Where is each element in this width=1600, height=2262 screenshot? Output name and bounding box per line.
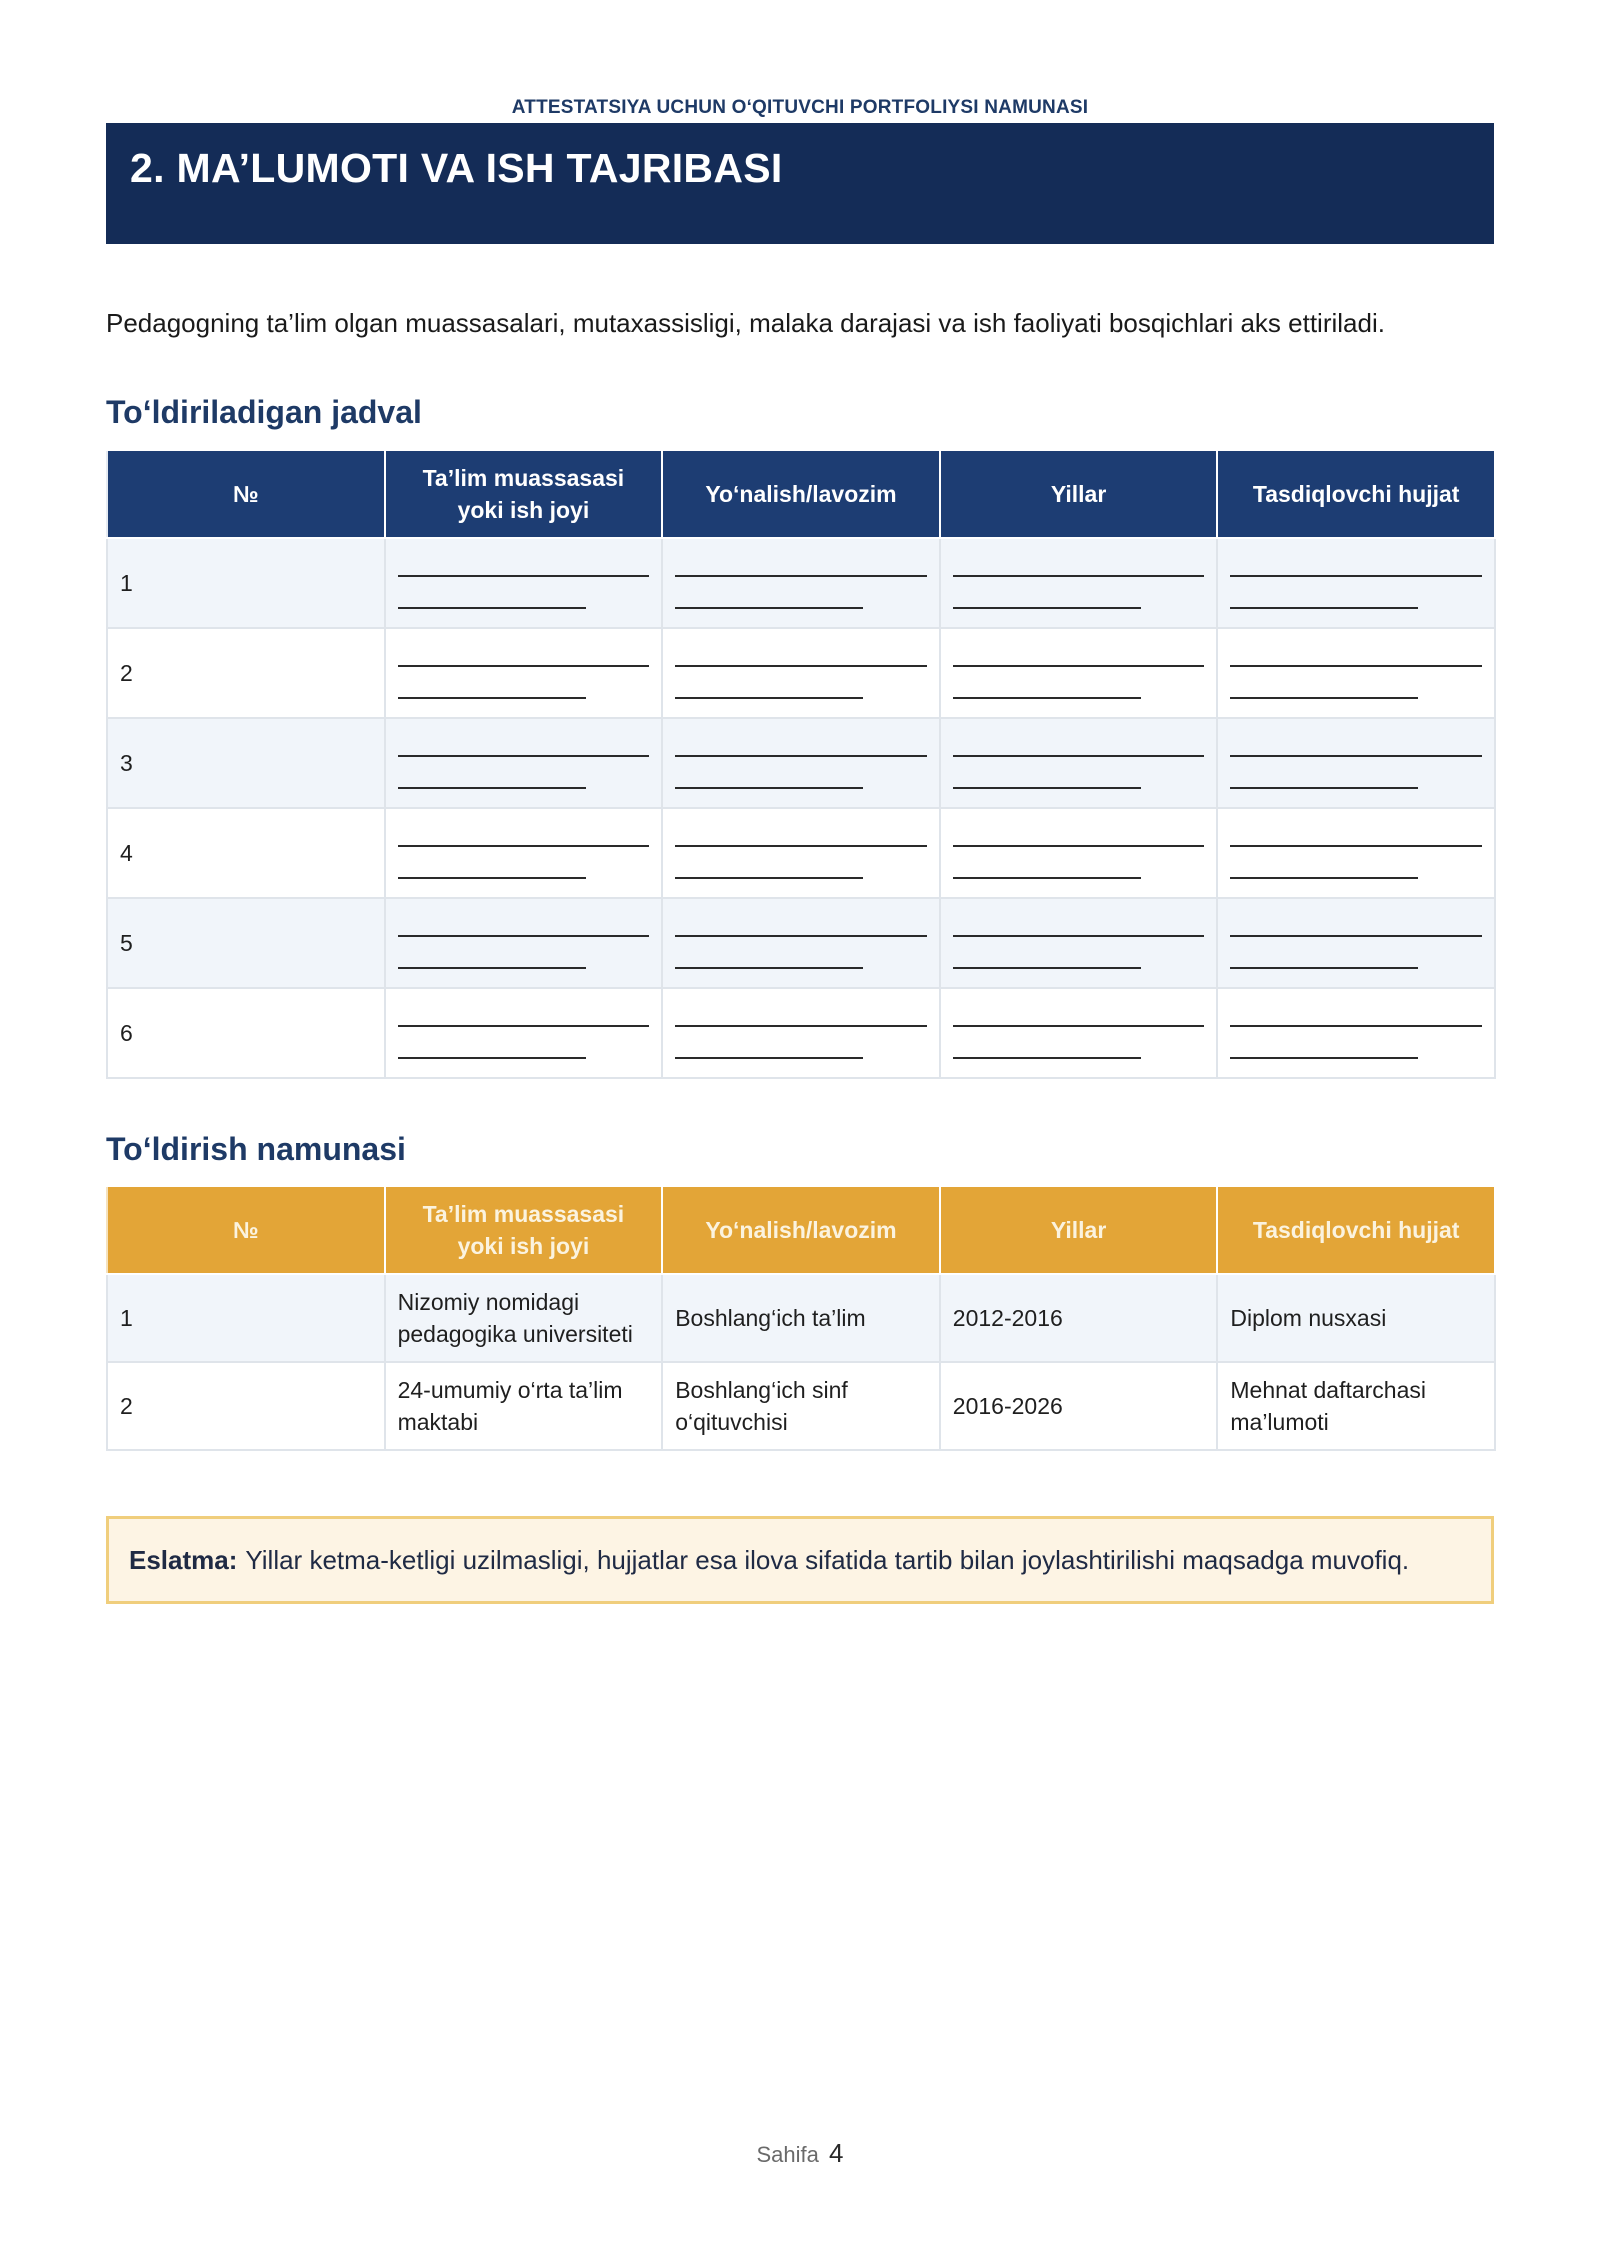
table-row (107, 628, 1495, 718)
col-header-position: Yo‘nalish/lavozim (662, 1186, 940, 1274)
blank-lines (953, 629, 1205, 717)
blank-lines (398, 899, 650, 987)
table-row (107, 988, 1495, 1078)
blank-field[interactable] (662, 898, 940, 988)
blank-lines (1230, 719, 1482, 807)
blank-line (953, 845, 1205, 847)
blank-field[interactable] (1217, 808, 1495, 898)
blank-line (953, 575, 1205, 577)
table-row (107, 718, 1495, 808)
position-cell: Boshlang‘ich ta’lim (662, 1274, 940, 1362)
col-header-years: Yillar (940, 1186, 1218, 1274)
blank-lines (398, 989, 650, 1077)
blank-line (398, 935, 650, 937)
sample-table-header-row (107, 1186, 1495, 1274)
blank-lines (1230, 629, 1482, 717)
blank-field[interactable] (385, 988, 663, 1078)
blank-lines (1230, 809, 1482, 897)
blank-lines (1230, 899, 1482, 987)
blank-field[interactable] (940, 628, 1218, 718)
blank-line (675, 877, 863, 879)
row-number: 3 (107, 718, 385, 808)
blank-line (398, 665, 650, 667)
row-number: 2 (107, 628, 385, 718)
blank-line (953, 877, 1141, 879)
fill-table (106, 449, 1496, 1079)
blank-line (953, 967, 1141, 969)
sample-table-heading: To‘ldirish namunasi (106, 1131, 406, 1167)
note-box (106, 1516, 1494, 1604)
blank-lines (398, 539, 650, 627)
page-footer (0, 2138, 1600, 2169)
row-number: 2 (107, 1362, 385, 1450)
fill-table-heading: To‘ldiriladigan jadval (106, 394, 422, 430)
intro-paragraph: Pedagogning ta’lim olgan muassasalari, mutaxassisligi, malaka darajasi va ish faoliyati bosqichlari aks ettiriladi. (106, 308, 1385, 338)
blank-lines (953, 719, 1205, 807)
blank-line (1230, 845, 1482, 847)
blank-line (675, 607, 863, 609)
blank-line (398, 755, 650, 757)
blank-line (1230, 787, 1418, 789)
document-cell: Diplom nusxasi (1217, 1274, 1495, 1362)
blank-field[interactable] (940, 718, 1218, 808)
col-header-years: Yillar (940, 450, 1218, 538)
running-header: ATTESTATSIYA UCHUN O‘QITUVCHI PORTFOLIYSI NAMUNASI (511, 97, 1089, 118)
blank-field[interactable] (385, 718, 663, 808)
blank-lines (398, 809, 650, 897)
blank-lines (675, 719, 927, 807)
blank-line (675, 665, 927, 667)
blank-lines (675, 629, 927, 717)
blank-field[interactable] (940, 538, 1218, 628)
note-label: Eslatma: (129, 1544, 238, 1575)
blank-line (953, 665, 1205, 667)
blank-line (1230, 755, 1482, 757)
document-cell: Mehnat daftarchasi ma’lumoti (1217, 1362, 1495, 1450)
blank-line (675, 967, 863, 969)
blank-field[interactable] (662, 628, 940, 718)
blank-line (953, 607, 1141, 609)
blank-line (675, 935, 927, 937)
blank-line (953, 1025, 1205, 1027)
blank-line (953, 787, 1141, 789)
section-title-banner: 2. MA’LUMOTI VA ISH TAJRIBASI (130, 145, 783, 191)
blank-line (1230, 697, 1418, 699)
blank-line (675, 787, 863, 789)
blank-field[interactable] (1217, 898, 1495, 988)
blank-line (675, 697, 863, 699)
blank-lines (675, 809, 927, 897)
blank-line (953, 697, 1141, 699)
blank-lines (675, 899, 927, 987)
col-header-institution: Ta’lim muassasasi yoki ish joyi (385, 1186, 663, 1274)
row-number: 1 (107, 538, 385, 628)
row-number: 5 (107, 898, 385, 988)
blank-line (398, 845, 650, 847)
blank-line (953, 935, 1205, 937)
table-row (107, 898, 1495, 988)
blank-line (398, 697, 586, 699)
blank-field[interactable] (385, 538, 663, 628)
blank-line (398, 607, 586, 609)
table-row (107, 808, 1495, 898)
blank-lines (953, 809, 1205, 897)
blank-line (398, 575, 650, 577)
table-row (107, 1362, 1495, 1450)
row-number: 6 (107, 988, 385, 1078)
blank-lines (398, 629, 650, 717)
blank-field[interactable] (1217, 988, 1495, 1078)
blank-line (675, 1025, 927, 1027)
note-text: Yillar ketma-ketligi uzilmasligi, hujjatlar esa ilova sifatida tartib bilan joylashtirilishi maqsadga muvofiq. (245, 1544, 1410, 1575)
blank-lines (398, 719, 650, 807)
col-header-document: Tasdiqlovchi hujjat (1217, 1186, 1495, 1274)
blank-field[interactable] (385, 898, 663, 988)
blank-lines (675, 539, 927, 627)
blank-line (675, 575, 927, 577)
blank-line (1230, 967, 1418, 969)
blank-line (398, 787, 586, 789)
blank-line (1230, 935, 1482, 937)
blank-field[interactable] (662, 808, 940, 898)
col-header-document: Tasdiqlovchi hujjat (1217, 450, 1495, 538)
page-label: Sahifa (756, 2142, 819, 2167)
blank-field[interactable] (1217, 628, 1495, 718)
col-header-number: № (107, 450, 385, 538)
blank-line (398, 877, 586, 879)
blank-line (398, 1057, 586, 1059)
blank-line (953, 755, 1205, 757)
blank-lines (953, 989, 1205, 1077)
blank-line (675, 1057, 863, 1059)
years-cell: 2012-2016 (940, 1274, 1218, 1362)
blank-line (953, 1057, 1141, 1059)
blank-field[interactable] (940, 898, 1218, 988)
years-cell: 2016-2026 (940, 1362, 1218, 1450)
blank-lines (953, 899, 1205, 987)
table-row (107, 538, 1495, 628)
blank-lines (1230, 539, 1482, 627)
blank-field[interactable] (940, 808, 1218, 898)
row-number: 1 (107, 1274, 385, 1362)
row-number: 4 (107, 808, 385, 898)
blank-field[interactable] (1217, 718, 1495, 808)
blank-line (1230, 575, 1482, 577)
blank-line (398, 967, 586, 969)
blank-field[interactable] (385, 808, 663, 898)
section-banner (106, 123, 1494, 244)
table-row (107, 1274, 1495, 1362)
blank-line (1230, 877, 1418, 879)
page-number: 4 (829, 2138, 844, 2168)
blank-field[interactable] (662, 718, 940, 808)
fill-table-header-row (107, 450, 1495, 538)
blank-field[interactable] (1217, 538, 1495, 628)
institution-cell: Nizomiy nomidagi pedagogika universiteti (385, 1274, 663, 1362)
col-header-institution: Ta’lim muassasasi yoki ish joyi (385, 450, 663, 538)
blank-line (1230, 1025, 1482, 1027)
blank-lines (1230, 989, 1482, 1077)
blank-line (1230, 1057, 1418, 1059)
institution-cell: 24-umumiy o‘rta ta’lim maktabi (385, 1362, 663, 1450)
blank-field[interactable] (662, 988, 940, 1078)
blank-field[interactable] (662, 538, 940, 628)
position-cell: Boshlang‘ich sinf o‘qituvchisi (662, 1362, 940, 1450)
sample-table (106, 1185, 1496, 1451)
blank-field[interactable] (385, 628, 663, 718)
blank-lines (675, 989, 927, 1077)
col-header-number: № (107, 1186, 385, 1274)
blank-lines (953, 539, 1205, 627)
blank-line (1230, 665, 1482, 667)
blank-field[interactable] (940, 988, 1218, 1078)
blank-line (398, 1025, 650, 1027)
blank-line (1230, 607, 1418, 609)
blank-line (675, 755, 927, 757)
blank-line (675, 845, 927, 847)
col-header-position: Yo‘nalish/lavozim (662, 450, 940, 538)
